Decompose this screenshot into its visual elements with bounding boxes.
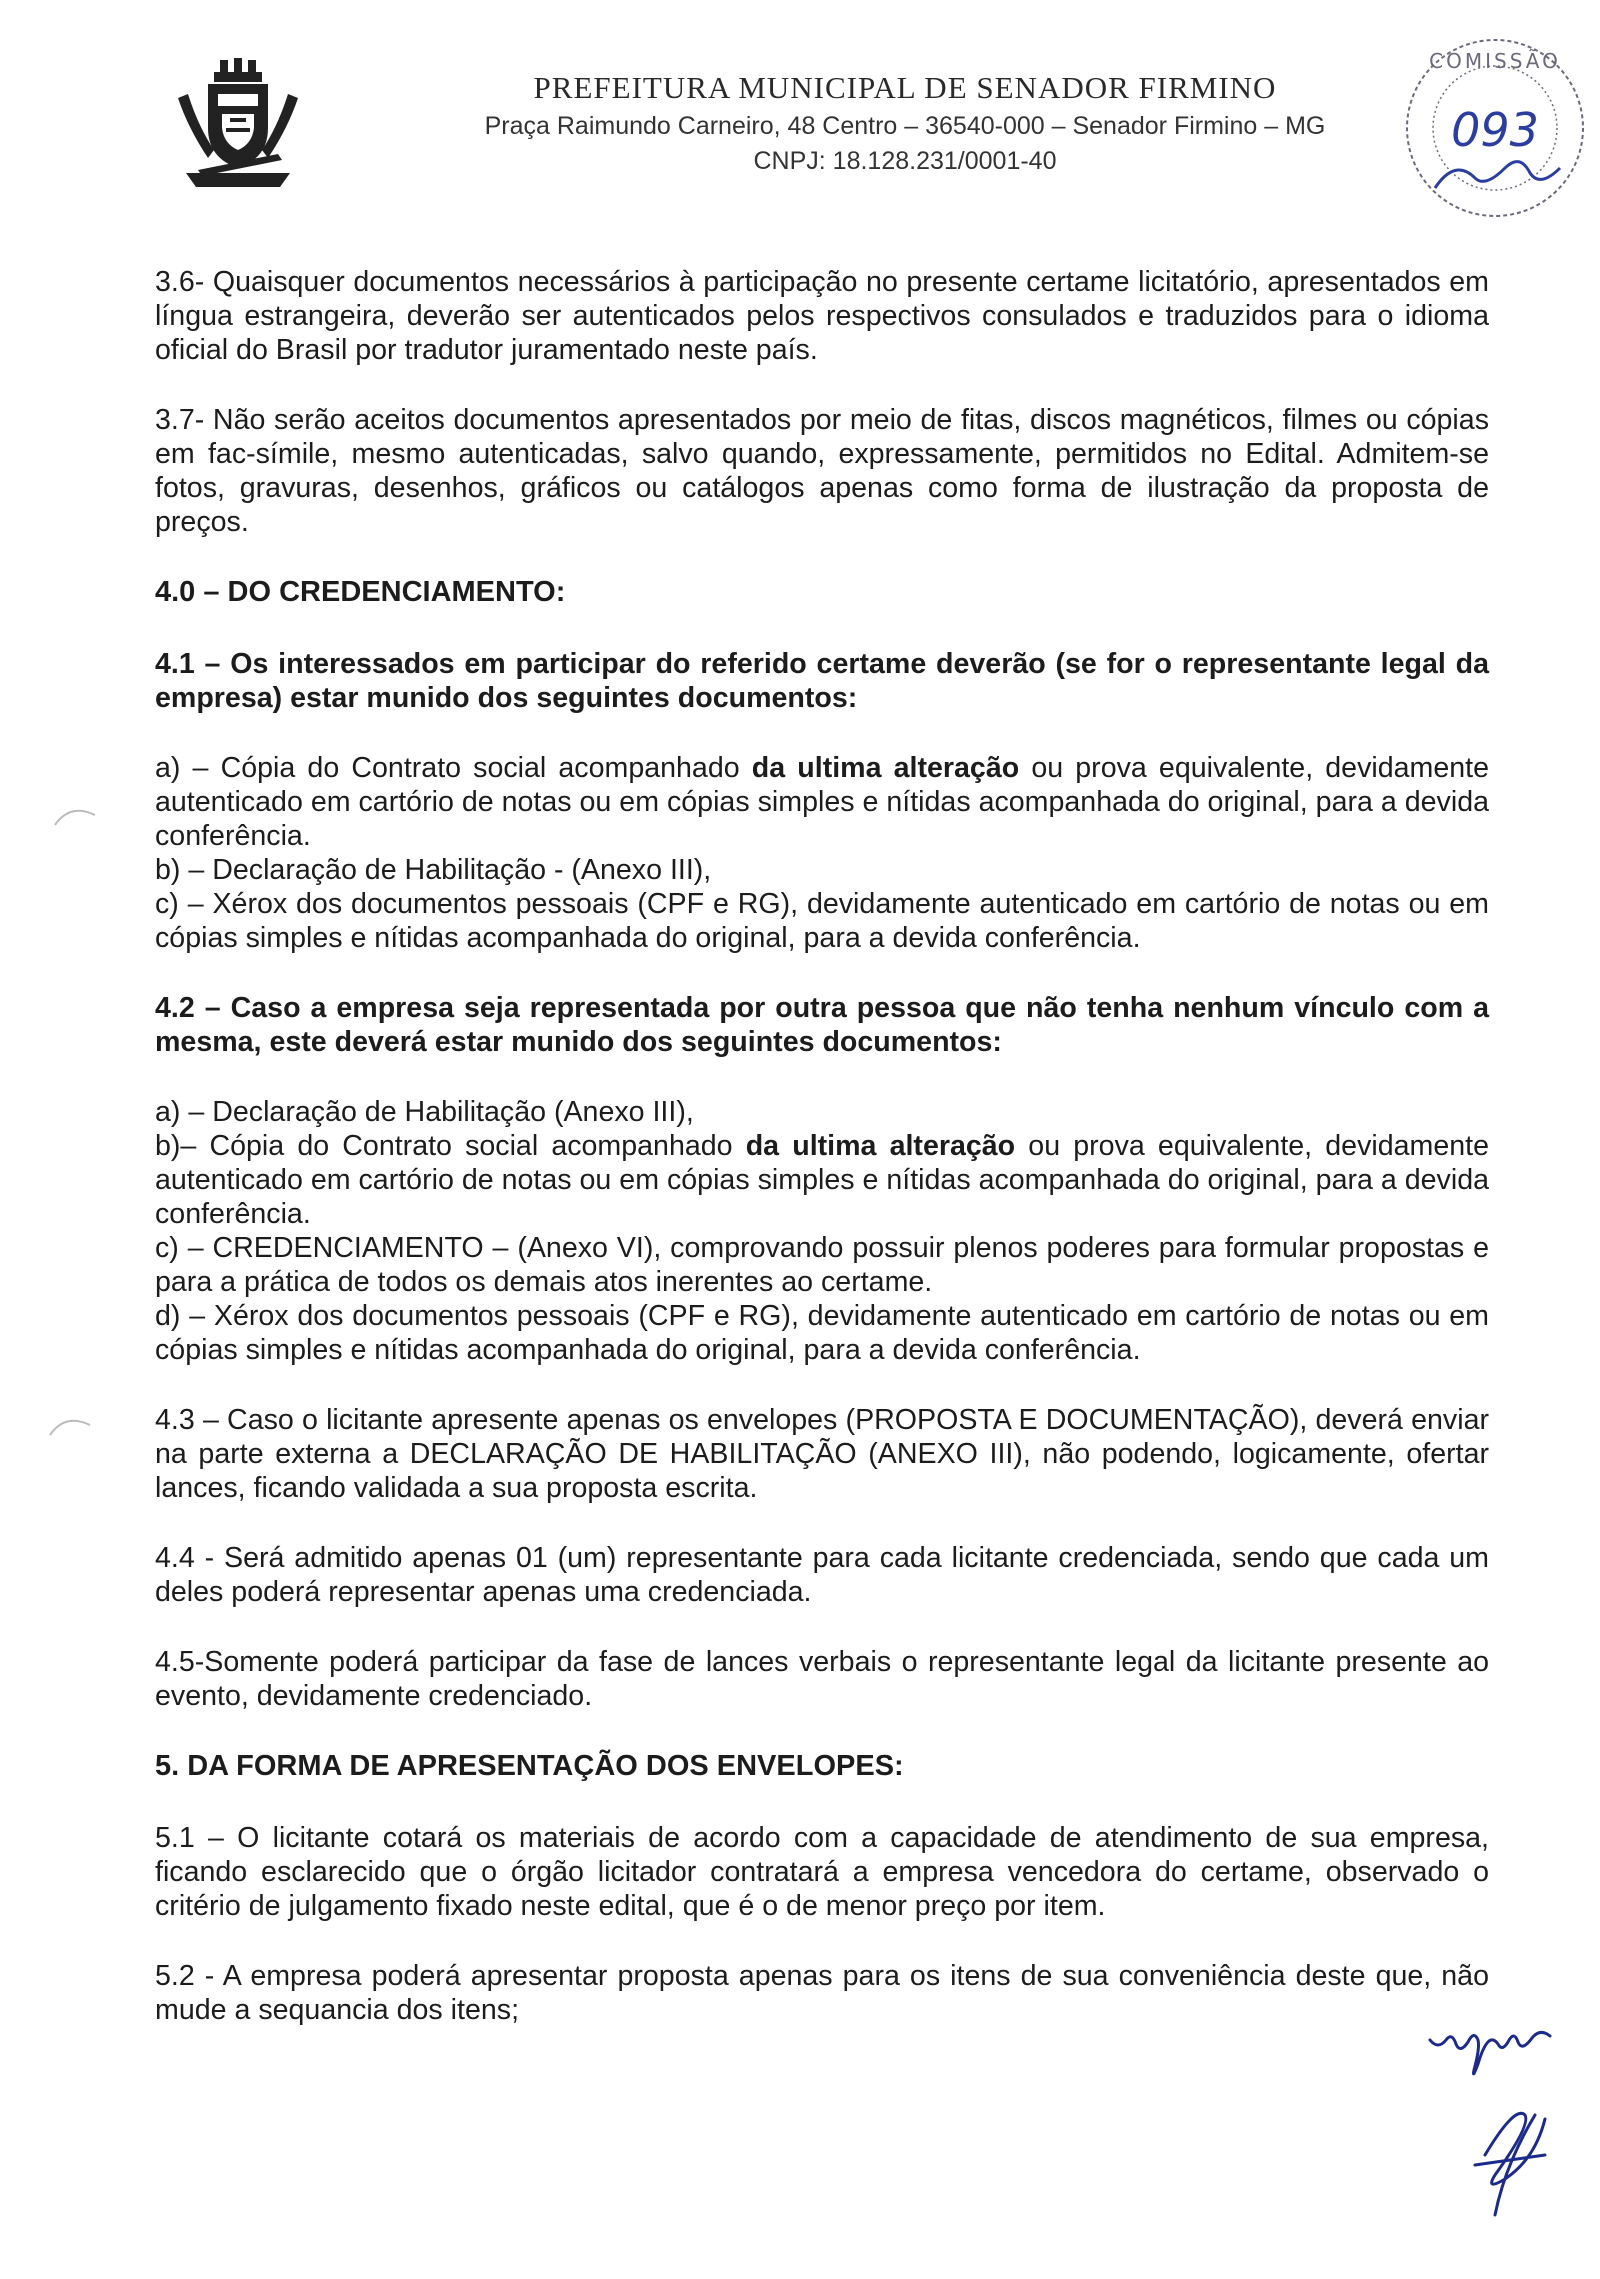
clause-4-2-a: a) – Declaração de Habilitação (Anexo III),	[155, 1096, 694, 1128]
clause-4-5: 4.5-Somente poderá participar da fase de lances verbais o representante legal da licitante presente ao evento, devidamente credenciado.	[155, 1646, 1489, 1712]
clause-4-1-a-text-end: ou prova equivalente, devidamente autenticado em cartório de notas ou em cópias simples e nítidas acompanhada do original, para a devida conferência.	[155, 752, 1489, 852]
handwritten-signature	[1465, 2095, 1555, 2225]
margin-mark	[45, 1410, 95, 1440]
section-heading-4: 4.0 – DO CREDENCIAMENTO:	[155, 576, 566, 608]
clause-4-1-c: c) – Xérox dos documentos pessoais (CPF e RG), devidamente autenticado em cartório de notas ou em cópias simples e nítidas acompanhada do original, para a devida conferência.	[155, 888, 1489, 954]
letterhead	[405, 70, 1405, 176]
margin-mark	[50, 800, 100, 830]
clause-4-1: 4.1 – Os interessados em participar do referido certame deverão (se for o representante legal da empresa) estar munido dos seguintes documentos:	[155, 648, 1489, 714]
clause-4-2: 4.2 – Caso a empresa seja representada por outra pessoa que não tenha nenhum vínculo com a mesma, este deverá estar munido dos seguintes documentos:	[155, 992, 1489, 1058]
clause-4-1-list	[155, 751, 1489, 955]
section-heading-5: 5. DA FORMA DE APRESENTAÇÃO DOS ENVELOPES:	[155, 1750, 904, 1782]
municipality-cnpj: CNPJ: 18.128.231/0001-40	[753, 147, 1057, 175]
clause-3-7: 3.7- Não serão aceitos documentos apresentados por meio de fitas, discos magnéticos, filmes ou cópias em fac-símile, mesmo autenticadas, salvo quando, expressamente, permitidos no Edital. Admitem-se fotos, gravuras, desenhos, gráficos ou catálogos apenas como forma de ilustração da proposta de preços.	[155, 404, 1489, 538]
document-body	[155, 265, 1489, 2027]
municipality-address: Praça Raimundo Carneiro, 48 Centro – 36540-000 – Senador Firmino – MG	[484, 112, 1326, 140]
handwritten-initials	[1425, 2000, 1575, 2080]
clause-4-1-a-bold: da ultima alteração	[751, 752, 1020, 784]
clause-5-2: 5.2 - A empresa poderá apresentar proposta apenas para os itens de sua conveniência deste que, não mude a sequancia dos itens;	[155, 1960, 1489, 2026]
clause-4-2-b-bold: da ultima alteração	[745, 1130, 1016, 1162]
clause-4-2-list	[155, 1095, 1489, 1367]
clause-4-2-c: c) – CREDENCIAMENTO – (Anexo VI), comprovando possuir plenos poderes para formular propostas e para a prática de todos os demais atos inerentes ao certame.	[155, 1232, 1489, 1298]
clause-4-3: 4.3 – Caso o licitante apresente apenas os envelopes (PROPOSTA E DOCUMENTAÇÃO), deverá enviar na parte externa a DECLARAÇÃO DE HABILITAÇÃO (ANEXO III), não podendo, logicamente, ofertar lances, ficando validada a sua proposta escrita.	[155, 1404, 1489, 1504]
municipal-crest-logo	[168, 58, 308, 198]
clause-4-2-d: d) – Xérox dos documentos pessoais (CPF e RG), devidamente autenticado em cartório de notas ou em cópias simples e nítidas acompanhada do original, para a devida conferência.	[155, 1300, 1489, 1366]
stamp-number: 093	[1451, 103, 1539, 157]
clause-5-1: 5.1 – O licitante cotará os materiais de acordo com a capacidade de atendimento de sua empresa, ficando esclarecido que o órgão licitador contratará a empresa vencedora do certame, observado o critério de julgamento fixado neste edital, que é o de menor preço por item.	[155, 1822, 1489, 1922]
clause-4-1-b: b) – Declaração de Habilitação - (Anexo III),	[155, 854, 712, 886]
clause-4-2-b-text: b)– Cópia do Contrato social acompanhado	[155, 1130, 746, 1162]
clause-4-2-b-text-end: ou prova equivalente, devidamente autenticado em cartório de notas ou em cópias simples e nítidas acompanhada do original, para a devida conferência.	[155, 1130, 1489, 1230]
commission-stamp	[1395, 28, 1595, 228]
clause-4-1-a	[155, 751, 1489, 853]
municipality-name: PREFEITURA MUNICIPAL DE SENADOR FIRMINO	[533, 70, 1277, 105]
stamp-label: COMISSÃO	[1429, 49, 1561, 73]
clause-3-6: 3.6- Quaisquer documentos necessários à participação no presente certame licitatório, apresentados em língua estrangeira, deverão ser autenticados pelos respectivos consulados e traduzidos para o idioma oficial do Brasil por tradutor juramentado neste país.	[155, 266, 1489, 366]
clause-4-4: 4.4 - Será admitido apenas 01 (um) representante para cada licitante credenciada, sendo que cada um deles poderá representar apenas uma credenciada.	[155, 1542, 1489, 1608]
clause-4-2-b	[155, 1129, 1489, 1231]
clause-4-1-a-text: a) – Cópia do Contrato social acompanhado	[155, 752, 752, 784]
